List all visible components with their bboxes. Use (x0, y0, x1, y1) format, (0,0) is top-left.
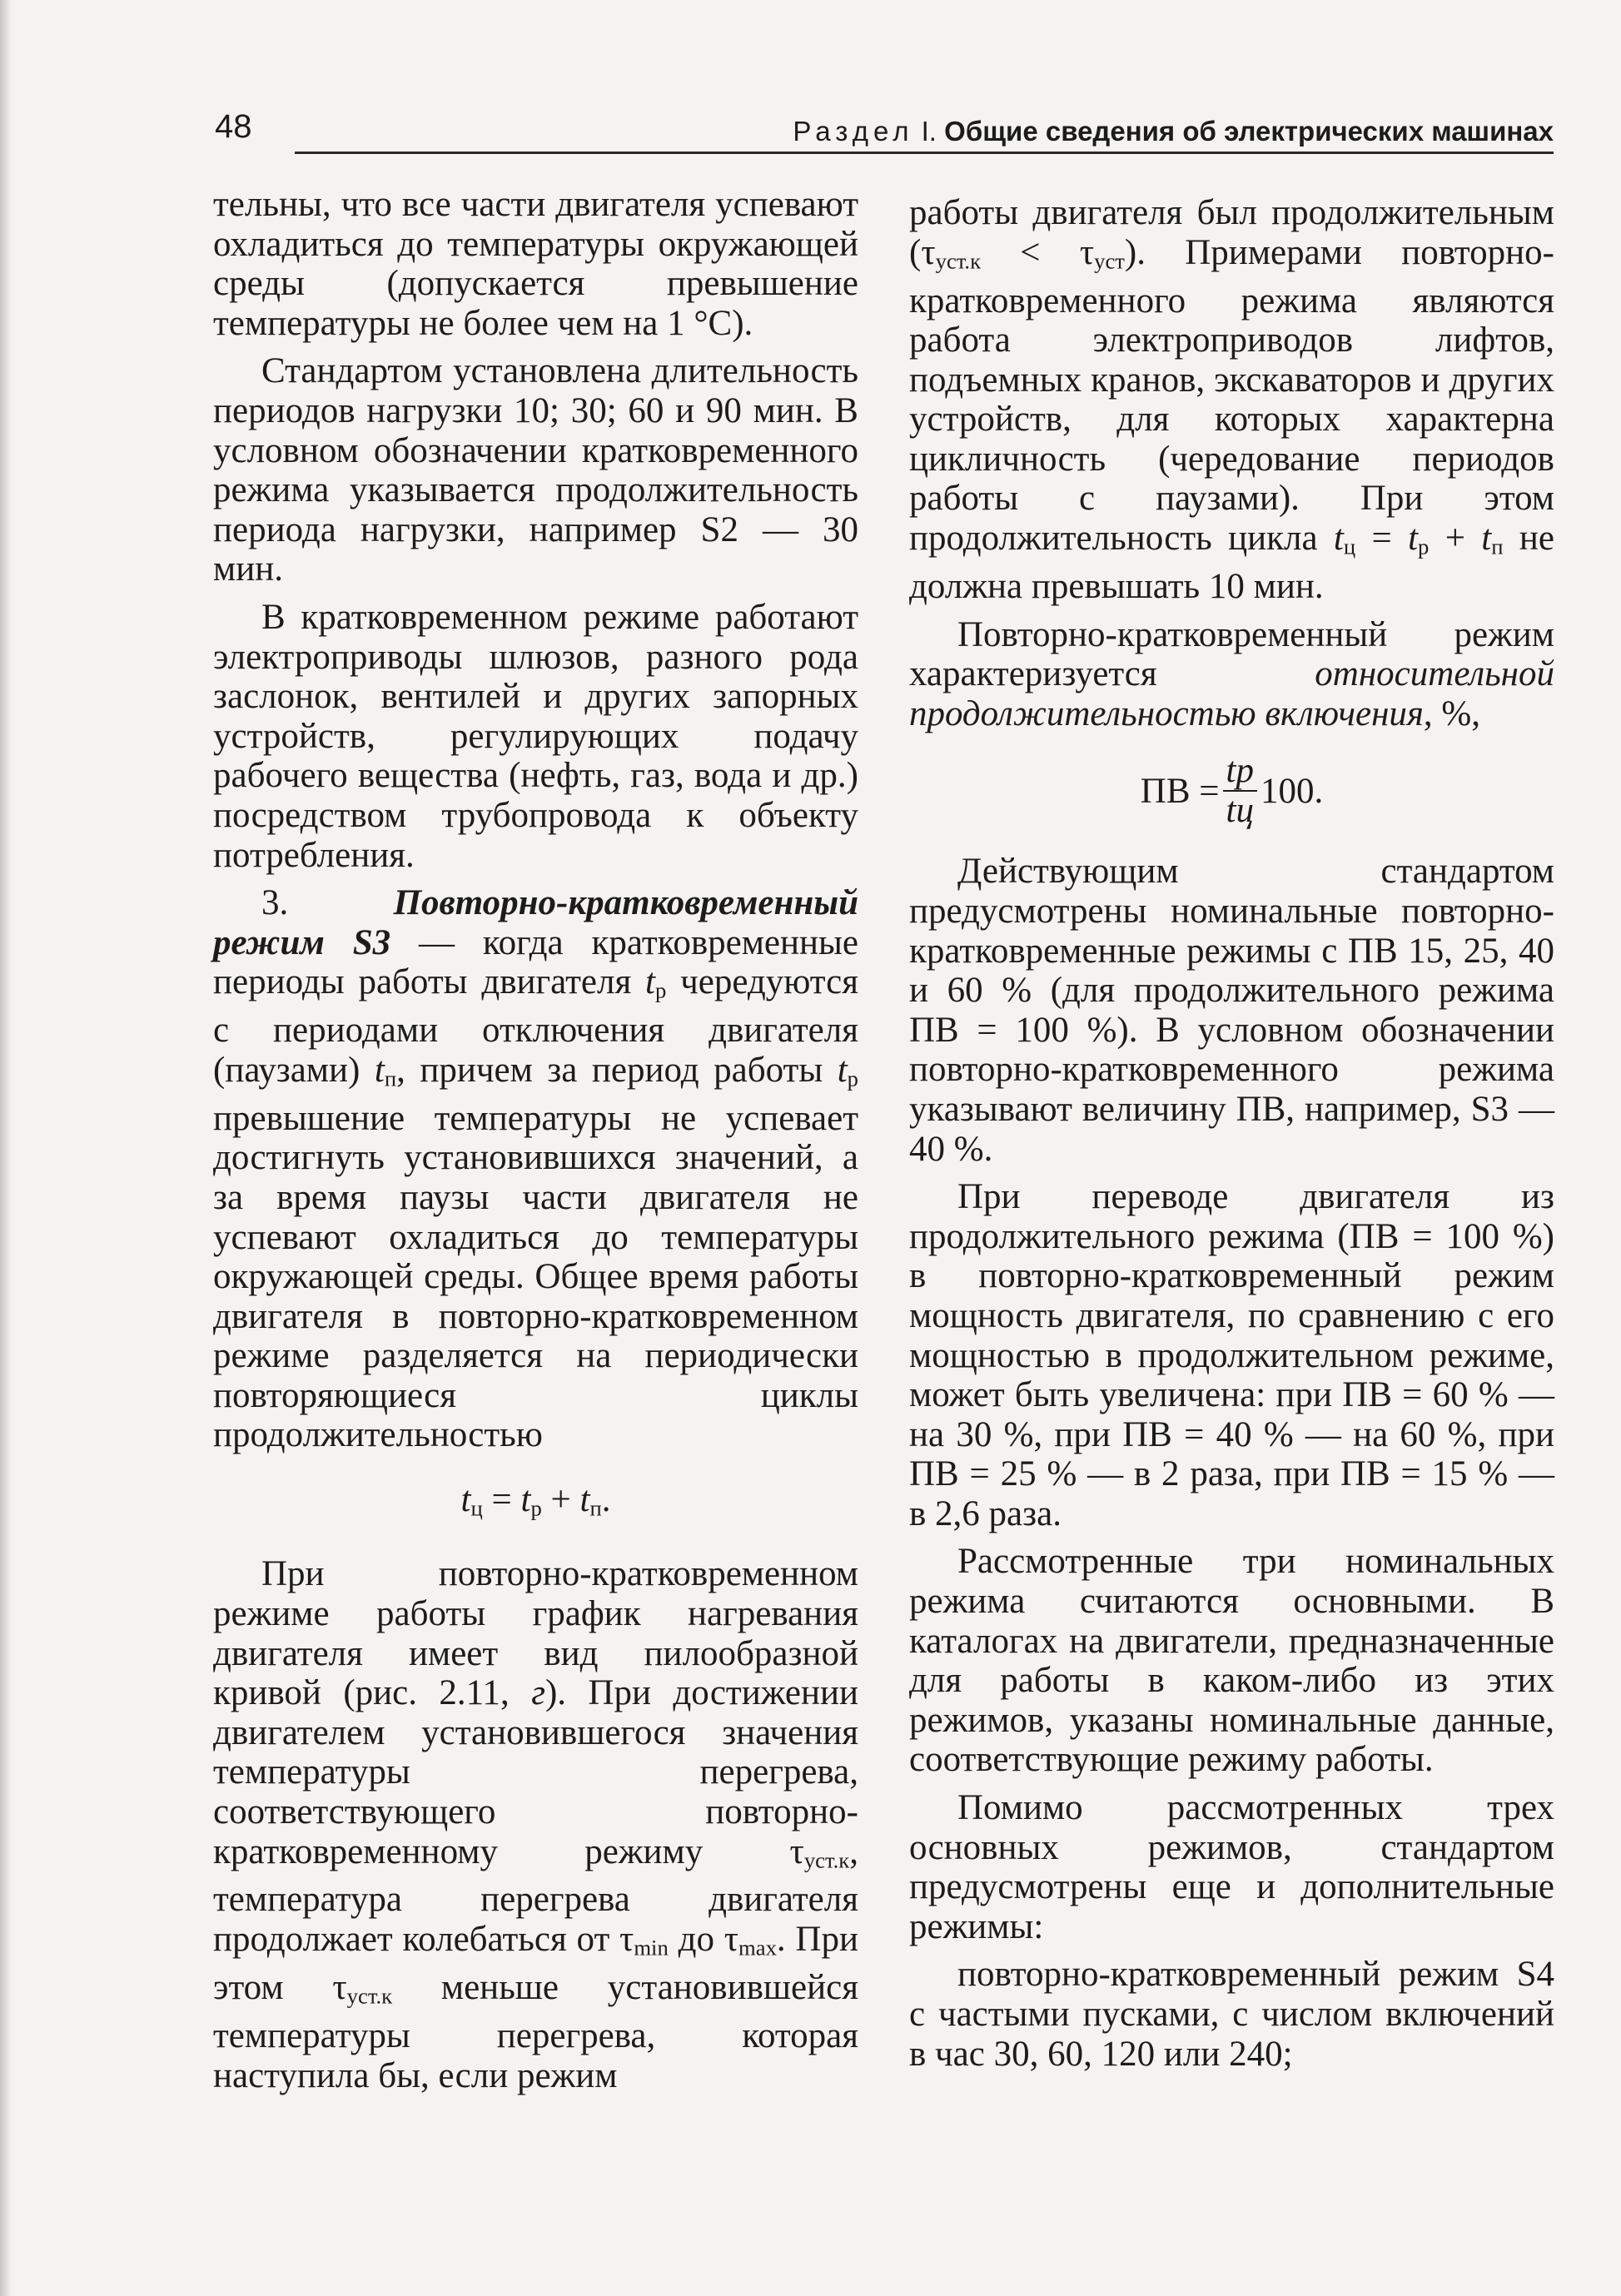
left-column (213, 185, 858, 2095)
pv-denominator: tц (1226, 791, 1254, 831)
pv-term: относительной продолжительностью включения (909, 654, 1554, 733)
right-paragraph-2: Повторно-кратковременный режим характеризуется относительной продолжительностью включения, %, (909, 614, 1554, 733)
left-paragraph-3: В кратковременном режиме работают электроприводы шлюзов, разного рода заслонок, вентилей и других запорных устройств, регулирующих подачу рабочего вещества (нефть, газ, вода и др.) посредством трубопровода к объекту потребления. (213, 597, 858, 875)
header-rule (295, 152, 1554, 154)
right-paragraph-4: При переводе двигателя из продолжительного режима (ПВ = 100 %) в повторно-кратковременный режим мощность двигателя, по сравнению с его мощностью в продолжительном режиме, может быть увеличена: при ПВ = 60 % — на 30 %, при ПВ = 40 % — на 60 %, при ПВ = 25 % — в 2 раза, при ПВ = 15 % — в 2,6 раза. (909, 1177, 1554, 1533)
section-title: Общие сведения об электрических машинах (944, 116, 1554, 147)
right-paragraph-1: работы двигателя был продолжительным $(\tau_{уст.к} < \tau_{уст})$. Примерами повторно-кратковременного режима являются работа электроприводов лифтов, подъемных кранов, экскаваторов и других устройств, для которых характерна цикличность (чередование периодов работы с паузами). При этом продолжительность цикла $t_ц = t_р + t_п$ не должна превышать 10 мин. (909, 193, 1554, 606)
right-paragraph-7: повторно-кратковременный режим S4 с частыми пусками, с числом включений в час 30, 60, 120 или 240; (909, 1955, 1554, 2074)
running-head-title (793, 115, 1554, 148)
left-paragraph-1: тельны, что все части двигателя успевают охладиться до температуры окружающей среды (допускается превышение температуры не более чем на 1 °С). (213, 185, 858, 343)
list-number: 3. (261, 883, 289, 923)
section-number: I. (921, 116, 937, 147)
page-number: 48 (215, 108, 252, 145)
page-edge-shadow (0, 0, 12, 2296)
pv-formula: ПВ = $\frac{tр}{tц}$ 100. (1140, 751, 1324, 831)
cycle-duration-formula: $t_ц = t_р + t_п$. (460, 1480, 611, 1521)
mode-s3-term: Повторно-кратковременный режим S3 (213, 883, 858, 962)
left-paragraph-2: Стандартом установлена длительность периодов нагрузки 10; 30; 60 и 90 мин. В условном обозначении кратковременного режима указывается продолжительность периода нагрузки, например S2 — 30 мин. (213, 351, 858, 589)
left-paragraph-5: При повторно-кратковременном режиме работы график нагревания двигателя имеет вид пилообразной кривой (рис. 2.11, г). При достижении двигателем установившегося значения температуры перегрева, соответствующего повторно-кратковременному режиму $\tau_{уст.к}$, температура перегрева двигателя продолжает колебаться от $\tau_{min}$ до $\tau_{max}$. При этом $\tau_{уст.к}$ меньше установившейся температуры перегрева, которая наступила бы, если режим (213, 1554, 858, 2095)
right-paragraph-5: Рассмотренные три номинальных режима считаются основными. В каталогах на двигатели, предназначенные для работы в каком-либо из этих режимов, указаны номинальные данные, соответствующие режиму работы. (909, 1542, 1554, 1780)
right-paragraph-6: Помимо рассмотренных трех основных режимов, стандартом предусмотрены еще и дополнительные режимы: (909, 1788, 1554, 1946)
section-label: Раздел (793, 116, 914, 147)
running-header (215, 107, 1554, 157)
right-paragraph-3: Действующим стандартом предусмотрены номинальные повторно-кратковременные режимы с ПВ 15, 25, 40 и 60 % (для продолжительного режима ПВ = 100 %). В условном обозначении повторно-кратковременного режима указывают величину ПВ, например, S3 — 40 %. (909, 852, 1554, 1169)
pv-numerator: tр (1223, 752, 1257, 792)
pv-fraction (1223, 752, 1257, 830)
right-column (909, 193, 1554, 2074)
left-paragraph-4: 3. Повторно-кратковременный режим S3 — когда кратковременные периоды работы двигателя $t_р$ чередуются с периодами отключения двигателя (паузами) $t_п$, причем за период работы $t_р$ превышение температуры не успевает достигнуть установившихся значений, а за время паузы части двигателя не успевают охладиться до температуры окружающей среды. Общее время работы двигателя в повторно-кратковременном режиме разделяется на периодически повторяющиеся циклы продолжительностью (213, 883, 859, 1455)
